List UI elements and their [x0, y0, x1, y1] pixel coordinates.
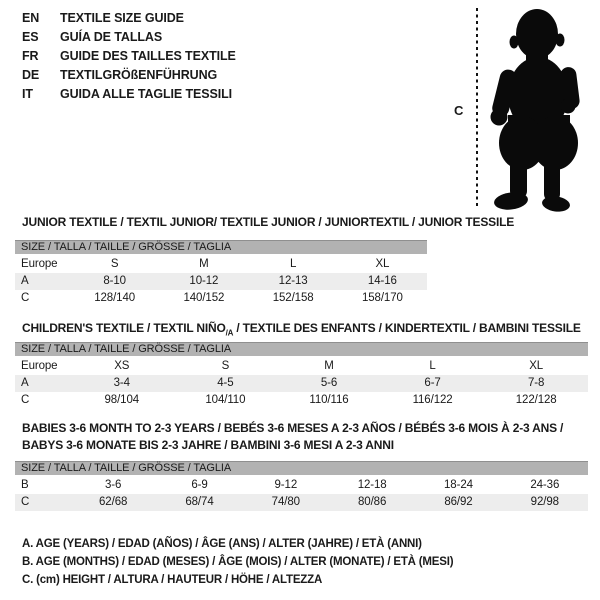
- height-cell: 152/158: [272, 292, 314, 304]
- age-cell: 24-36: [530, 479, 560, 491]
- language-code: IT: [22, 86, 33, 101]
- junior-size-table: [15, 240, 427, 307]
- age-cell: 5-6: [320, 377, 338, 389]
- height-cell: 116/122: [412, 394, 453, 406]
- row-label: Europe: [21, 258, 58, 270]
- footnote-c: C. (cm) HEIGHT / ALTURA / HAUTEUR / HÖHE / ALTEZZA: [22, 574, 323, 586]
- children-title-post: / TEXTILE DES ENFANTS / KINDERTEXTIL / BAMBINI TESSILE: [233, 321, 581, 335]
- babies-size-table: [15, 461, 588, 511]
- height-cell: 110/116: [309, 394, 349, 406]
- footnote-a: A. AGE (YEARS) / EDAD (AÑOS) / ÂGE (ANS) / ALTER (JAHRE) / ETÀ (ANNI): [22, 538, 422, 550]
- table-row: [15, 256, 427, 273]
- babies-section-title-line1: BABIES 3-6 MONTH TO 2-3 YEARS / BEBÉS 3-6 MESES A 2-3 AÑOS / BÉBÉS 3-6 MOIS À 2-3 ANS /: [22, 421, 564, 435]
- age-cell: 6-7: [424, 377, 441, 389]
- language-row-en: [22, 8, 236, 27]
- language-row-de: [22, 65, 236, 84]
- age-cell: 10-12: [189, 275, 219, 287]
- height-cell: 68/74: [185, 496, 214, 508]
- size-cell: XL: [375, 258, 390, 270]
- age-cell: 18-24: [444, 479, 473, 491]
- size-header-bar: SIZE / TALLA / TAILLE / GRÖSSE / TAGLIA: [15, 240, 427, 254]
- row-label: A: [21, 377, 29, 389]
- height-cell: 158/170: [361, 292, 403, 304]
- height-measure-label: C: [454, 103, 464, 118]
- age-cell: 4-5: [217, 377, 234, 389]
- language-code: DE: [22, 67, 40, 82]
- language-row-it: [22, 84, 236, 103]
- height-cell: 128/140: [94, 292, 136, 304]
- row-label: Europe: [21, 360, 58, 372]
- age-cell: 9-12: [274, 479, 298, 491]
- row-label: C: [21, 292, 30, 304]
- age-cell: 3-4: [113, 377, 130, 389]
- size-header-bar: SIZE / TALLA / TAILLE / GRÖSSE / TAGLIA: [15, 342, 588, 356]
- size-cell: XS: [114, 360, 130, 372]
- language-label: GUÍA DE TALLAS: [60, 29, 163, 44]
- junior-section-title: JUNIOR TEXTILE / TEXTIL JUNIOR/ TEXTILE JUNIOR / JUNIORTEXTIL / JUNIOR TESSILE: [22, 215, 515, 229]
- age-cell: 3-6: [105, 479, 122, 491]
- age-cell: 7-8: [528, 377, 545, 389]
- size-cell: M: [324, 360, 334, 372]
- table-row: [15, 392, 588, 409]
- table-row: [15, 494, 588, 511]
- row-label: B: [21, 479, 29, 491]
- height-cell: 140/152: [183, 292, 225, 304]
- row-label: C: [21, 394, 30, 406]
- children-size-table: [15, 342, 588, 409]
- size-cell: L: [289, 258, 297, 270]
- height-cell: 98/104: [104, 394, 140, 406]
- age-cell: 8-10: [103, 275, 126, 287]
- height-cell: 86/92: [444, 496, 473, 508]
- table-row: [15, 375, 588, 392]
- language-label: GUIDE DES TAILLES TEXTILE: [60, 48, 236, 63]
- children-section-title: [22, 321, 581, 337]
- height-cell: 80/86: [358, 496, 387, 508]
- size-header-bar: SIZE / TALLA / TAILLE / GRÖSSE / TAGLIA: [15, 461, 588, 475]
- language-label: TEXTILE SIZE GUIDE: [60, 10, 184, 25]
- measure-dotted-line: [476, 8, 478, 206]
- row-label: A: [21, 275, 29, 287]
- language-row-fr: [22, 46, 236, 65]
- age-cell: 12-18: [357, 479, 387, 491]
- age-cell: 14-16: [367, 275, 397, 287]
- age-cell: 6-9: [191, 479, 208, 491]
- size-cell: S: [110, 258, 119, 270]
- row-label: C: [21, 496, 30, 508]
- children-title-pre: CHILDREN'S TEXTILE / TEXTIL NIÑO: [22, 321, 226, 335]
- table-row: [15, 358, 588, 375]
- height-cell: 74/80: [271, 496, 300, 508]
- language-label: TEXTILGRÖßENFÜHRUNG: [60, 67, 218, 82]
- babies-section-title-line2: BABYS 3-6 MONATE BIS 2-3 JAHRE / BAMBINI 3-6 MESI A 2-3 ANNI: [22, 438, 394, 452]
- table-row: [15, 290, 427, 307]
- table-row: [15, 477, 588, 494]
- height-cell: 62/68: [99, 496, 128, 508]
- size-cell: M: [199, 258, 209, 270]
- footnote-b: B. AGE (MONTHS) / EDAD (MESES) / ÂGE (MOIS) / ALTER (MONATE) / ETÀ (MESI): [22, 556, 454, 568]
- language-list: [22, 8, 236, 103]
- children-title-subscript: /A: [225, 328, 234, 338]
- language-code: ES: [22, 29, 39, 44]
- size-cell: L: [429, 360, 436, 372]
- language-label: GUIDA ALLE TAGLIE TESSILI: [60, 86, 233, 101]
- language-row-es: [22, 27, 236, 46]
- size-cell: XL: [529, 360, 544, 372]
- height-cell: 104/110: [205, 394, 246, 406]
- language-code: EN: [22, 10, 40, 25]
- language-code: FR: [22, 48, 39, 63]
- age-cell: 12-13: [278, 275, 308, 287]
- legend-footnotes: [22, 535, 453, 589]
- table-row: [15, 273, 427, 290]
- height-cell: 122/128: [515, 394, 557, 406]
- height-cell: 92/98: [530, 496, 559, 508]
- baby-measure-figure: [450, 0, 600, 215]
- size-cell: S: [221, 360, 230, 372]
- baby-silhouette-icon: [484, 3, 594, 213]
